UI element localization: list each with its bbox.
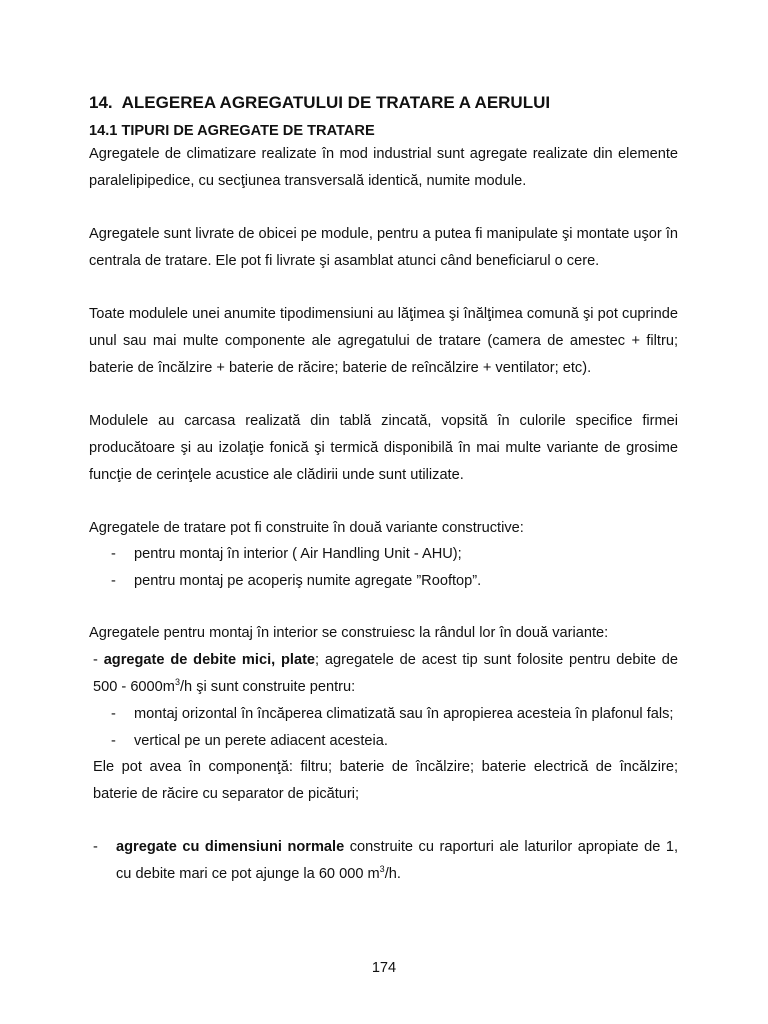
- spacer: [89, 489, 678, 515]
- normal-units-text-end: /h.: [384, 866, 401, 882]
- superscript: 3: [174, 677, 180, 688]
- small-units-term: agregate de debite mici, plate: [103, 652, 316, 668]
- list-item-text: pentru montaj pe acoperiş numite agregate ”Rooftop”.: [134, 572, 482, 589]
- list-item-text: pentru montaj în interior ( Air Handling Unit - AHU);: [134, 546, 462, 562]
- page-number: 174: [371, 960, 397, 976]
- normal-units-paragraph: [89, 834, 678, 888]
- list-item: [89, 541, 678, 568]
- small-units-paragraph: [89, 647, 678, 701]
- list-item: [89, 701, 678, 728]
- paragraph-1: Agregatele de climatizare realizate în mod industrial sunt agregate realizate din elemente paralelipipedice, cu secţiunea transversală identică, numite module.: [89, 146, 678, 189]
- list-dash: -: [111, 732, 116, 749]
- normal-units-dash: -: [93, 839, 98, 855]
- list-dash: -: [111, 572, 116, 589]
- small-units-text: ; agregatele de acest tip sunt folosite pentru debite de 500 - 6000m: [93, 652, 678, 695]
- chapter-number: 14.: [89, 93, 113, 112]
- normal-units-term: agregate cu dimensiuni normale: [116, 839, 345, 855]
- list-item: [89, 728, 678, 755]
- spacer: [89, 382, 678, 408]
- section-heading: 14.1 TIPURI DE AGREGATE DE TRATARE: [89, 123, 375, 139]
- page-content: [89, 92, 678, 888]
- chapter-heading: [89, 92, 678, 114]
- spacer: [89, 808, 678, 834]
- paragraph-4: Modulele au carcasa realizată din tablă zincată, vopsită în culorile specifice firmei producătoare şi au izolaţie fonică şi termică disponibilă în mai multe variante de grosime funcţie de cerinţele acustice ale clădirii unde sunt utilizate.: [89, 413, 678, 483]
- variants-intro: Agregatele de tratare pot fi construite în două variante constructive:: [89, 520, 524, 536]
- list-item-text: vertical pe un perete adiacent acesteia.: [134, 732, 388, 749]
- small-units-text-end: /h şi sunt construite pentru:: [179, 679, 356, 695]
- normal-units-text: construite cu raporturi ale laturilor apropiate de 1, cu debite mari ce pot ajunge la 60 000 m: [116, 839, 678, 882]
- list-dash: -: [111, 706, 116, 722]
- superscript: 3: [379, 864, 385, 875]
- list-item: [89, 568, 678, 595]
- spacer: [89, 195, 678, 221]
- list-item-text: montaj orizontal în încăperea climatizată sau în apropierea acesteia în plafonul fals;: [134, 706, 674, 722]
- paragraph-3: Toate modulele unei anumite tipodimensiuni au lăţimea şi înălţimea comună şi pot cuprinde unul sau mai multe componente ale agregatului de tratare (camera de amestec + filtru; baterie de încălzire + baterie de răcire; baterie de reîncălzire + ventilator; etc).: [89, 306, 678, 376]
- spacer: [89, 275, 678, 301]
- spacer: [89, 594, 678, 620]
- list-dash: -: [111, 546, 116, 562]
- paragraph-2: Agregatele sunt livrate de obicei pe module, pentru a putea fi manipulate şi montate uşor în centrala de tratare. Ele pot fi livrate şi asamblat atunci când beneficiarul o cere.: [89, 226, 678, 269]
- chapter-title: ALEGEREA AGREGATULUI DE TRATARE A AERULUI: [121, 93, 551, 112]
- interior-intro: Agregatele pentru montaj în interior se construiesc la rândul lor în două variante:: [89, 625, 609, 641]
- small-units-dash: -: [93, 652, 98, 668]
- components-paragraph: Ele pot avea în componenţă: filtru; baterie de încălzire; baterie electrică de încălzire; baterie de răcire cu separator de picături;: [93, 759, 678, 802]
